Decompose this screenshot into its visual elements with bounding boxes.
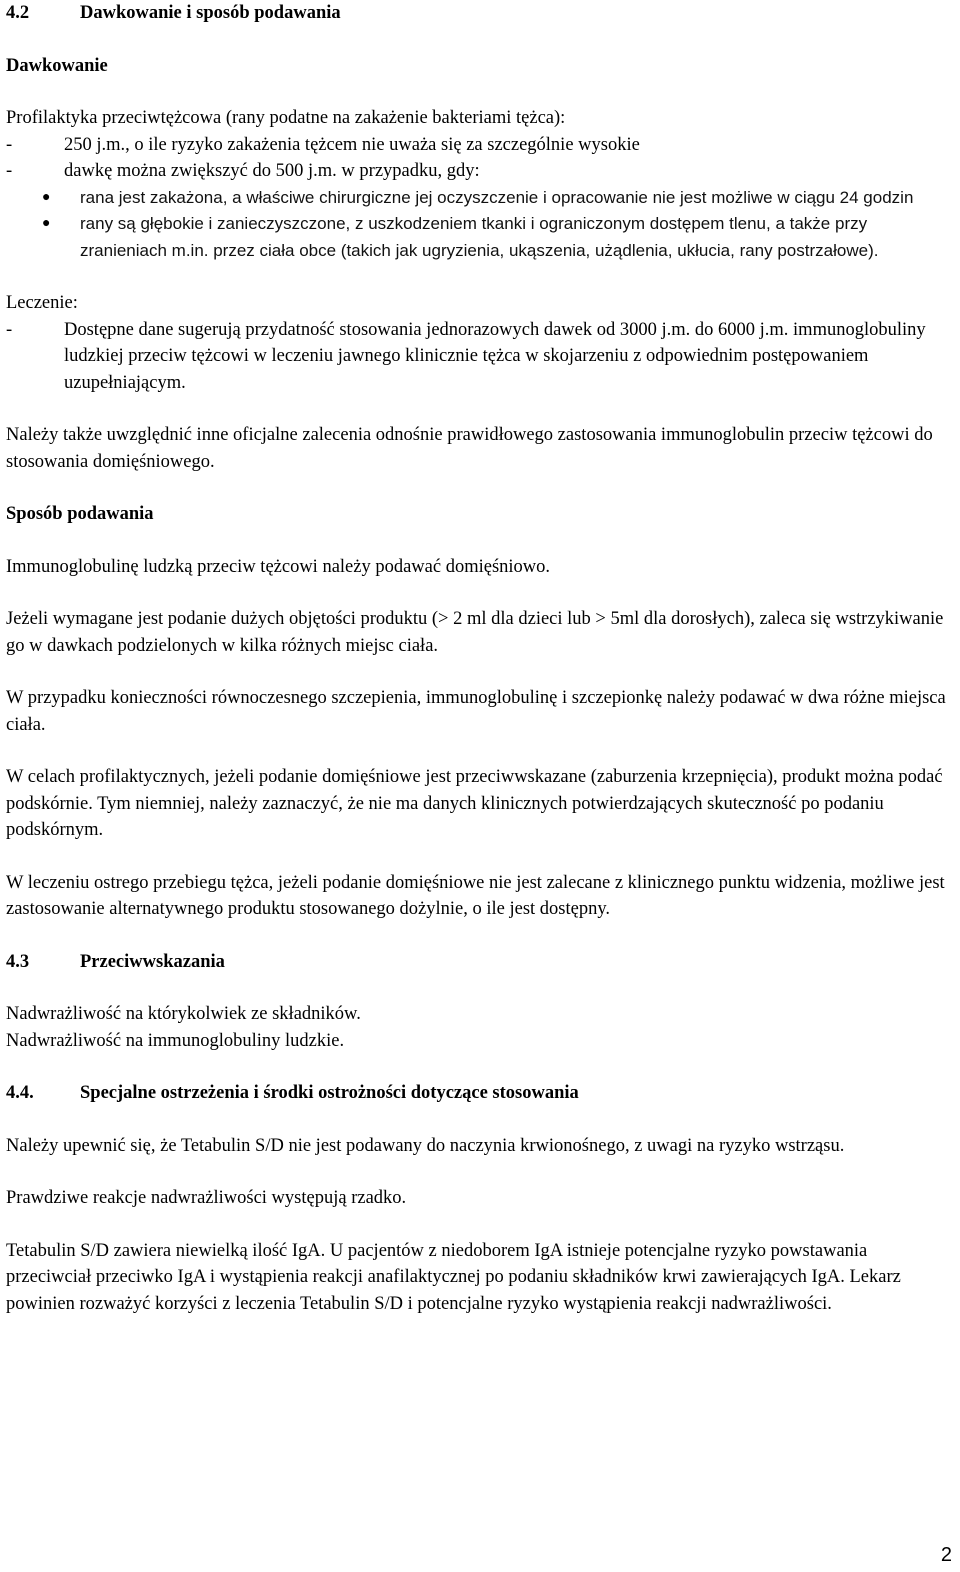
document-page <box>6 0 956 1317</box>
section-number: 4.3 <box>6 951 30 972</box>
section-title: Specjalne ostrzeżenia i środki ostrożności dotyczące stosowania <box>80 1083 579 1103</box>
page-number: 2 <box>940 1544 952 1566</box>
paragraph: W celach profilaktycznych, jeżeli podanie domięśniowe jest przeciwwskazane (zaburzenia krzepnięcia), produkt można podać podskórnie. Tym niemniej, należy zaznaczyć, że nie ma danych klinicznych potwierdzających skuteczność po podaniu podskórnym. <box>6 767 943 840</box>
paragraph: W przypadku konieczności równoczesnego szczepienia, immunoglobulinę i szczepionkę należy podawać w dwa różne miejsca ciała. <box>6 688 946 735</box>
dash-marker: - <box>6 161 13 181</box>
contraindication-line: Nadwrażliwość na którykolwiek ze składników. <box>6 1004 361 1024</box>
dash-item-text: dawkę można zwiększyć do 500 j.m. w przypadku, gdy: <box>64 161 480 181</box>
paragraph: Prawdziwe reakcje nadwrażliwości występują rzadko. <box>6 1188 407 1208</box>
bullet-text: rana jest zakażona, a właściwe chirurgiczne jej oczyszczenie i opracowanie nie jest możliwe w ciągu 24 godzin <box>80 187 914 207</box>
bullet-icon: ● <box>42 216 51 231</box>
paragraph: Należy upewnić się, że Tetabulin S/D nie jest podawany do naczynia krwionośnego, z uwagi na ryzyko wstrząsu. <box>6 1135 845 1156</box>
treatment-label: Leczenie: <box>6 293 78 313</box>
paragraph: Immunoglobulinę ludzką przeciw tężcowi należy podawać domięśniowo. <box>6 556 551 577</box>
section-4-2-heading <box>6 0 956 27</box>
section-title: Przeciwwskazania <box>80 951 225 972</box>
paragraph: Tetabulin S/D zawiera niewielką ilość IgA. U pacjentów z niedoborem IgA istnieje potencjalne ryzyko powstawania przeciwciał przeciwko IgA i wystąpienia reakcji anafilaktycznej po podaniu składników krwi zawierających IgA. Lekarz powinien rozważyć korzyści z leczenia Tetabulin S/D i potencjalne ryzyko wystąpienia reakcji nadwrażliwości. <box>6 1240 901 1314</box>
paragraph: W leczeniu ostrego przebiegu tężca, jeżeli podanie domięśniowe nie jest zalecane z klinicznego punktu widzenia, możliwe jest zastosowanie alternatywnego produktu stosowanego dożylnie, o ile jest dostępny. <box>6 872 945 919</box>
dash-item <box>6 317 956 397</box>
sposob-heading: Sposób podawania <box>6 504 154 524</box>
dash-item <box>6 132 956 159</box>
section-4-3-heading <box>6 949 956 976</box>
guidelines-paragraph: Należy także uwzględnić inne oficjalne zalecenia odnośnie prawidłowego zastosowania immunoglobulin przeciw tężcowi do stosowania domięśniowego. <box>6 425 933 472</box>
bullet-icon: ● <box>42 189 51 205</box>
section-number: 4.4. <box>6 1083 34 1103</box>
dash-item-text: 250 j.m., o ile ryzyko zakażenia tężcem nie uważa się za szczególnie wysokie <box>64 134 640 155</box>
dash-marker: - <box>6 134 13 155</box>
section-number: 4.2 <box>6 3 30 23</box>
bullet-list <box>6 185 956 265</box>
treatment-text: Dostępne dane sugerują przydatność stosowania jednorazowych dawek od 3000 j.m. do 6000 j.m. immunoglobuliny ludzkiej przeciw tężcowi w leczeniu jawnego klinicznie tężca w skojarzeniu z odpowiednim postępowaniem uzupełniającym. <box>64 319 926 393</box>
paragraph: Jeżeli wymagane jest podanie dużych objętości produktu (> 2 ml dla dzieci lub > 5ml dla dorosłych), zaleca się wstrzykiwanie go w dawkach podzielonych w kilka różnych miejsc ciała. <box>6 609 944 656</box>
list-item <box>6 211 956 264</box>
dash-marker: - <box>6 319 13 340</box>
list-item <box>6 185 956 212</box>
contraindication-line: Nadwrażliwość na immunoglobuliny ludzkie. <box>6 1030 345 1051</box>
bullet-text: rany są głębokie i zanieczyszczone, z uszkodzeniem tkanki i ograniczonym dostępem tlenu, a także przy zranieniach m.in. przez ciała obce (takich jak ugryzienia, ukąszenia, użądlenia, ukłucia, rany postrzałowe). <box>80 214 879 260</box>
section-4-4-heading <box>6 1080 956 1107</box>
dawkowanie-heading: Dawkowanie <box>6 55 108 76</box>
prophylaxis-intro: Profilaktyka przeciwtężcowa (rany podatne na zakażenie bakteriami tężca): <box>6 108 566 128</box>
dash-item <box>6 158 956 185</box>
section-title: Dawkowanie i sposób podawania <box>80 3 341 23</box>
